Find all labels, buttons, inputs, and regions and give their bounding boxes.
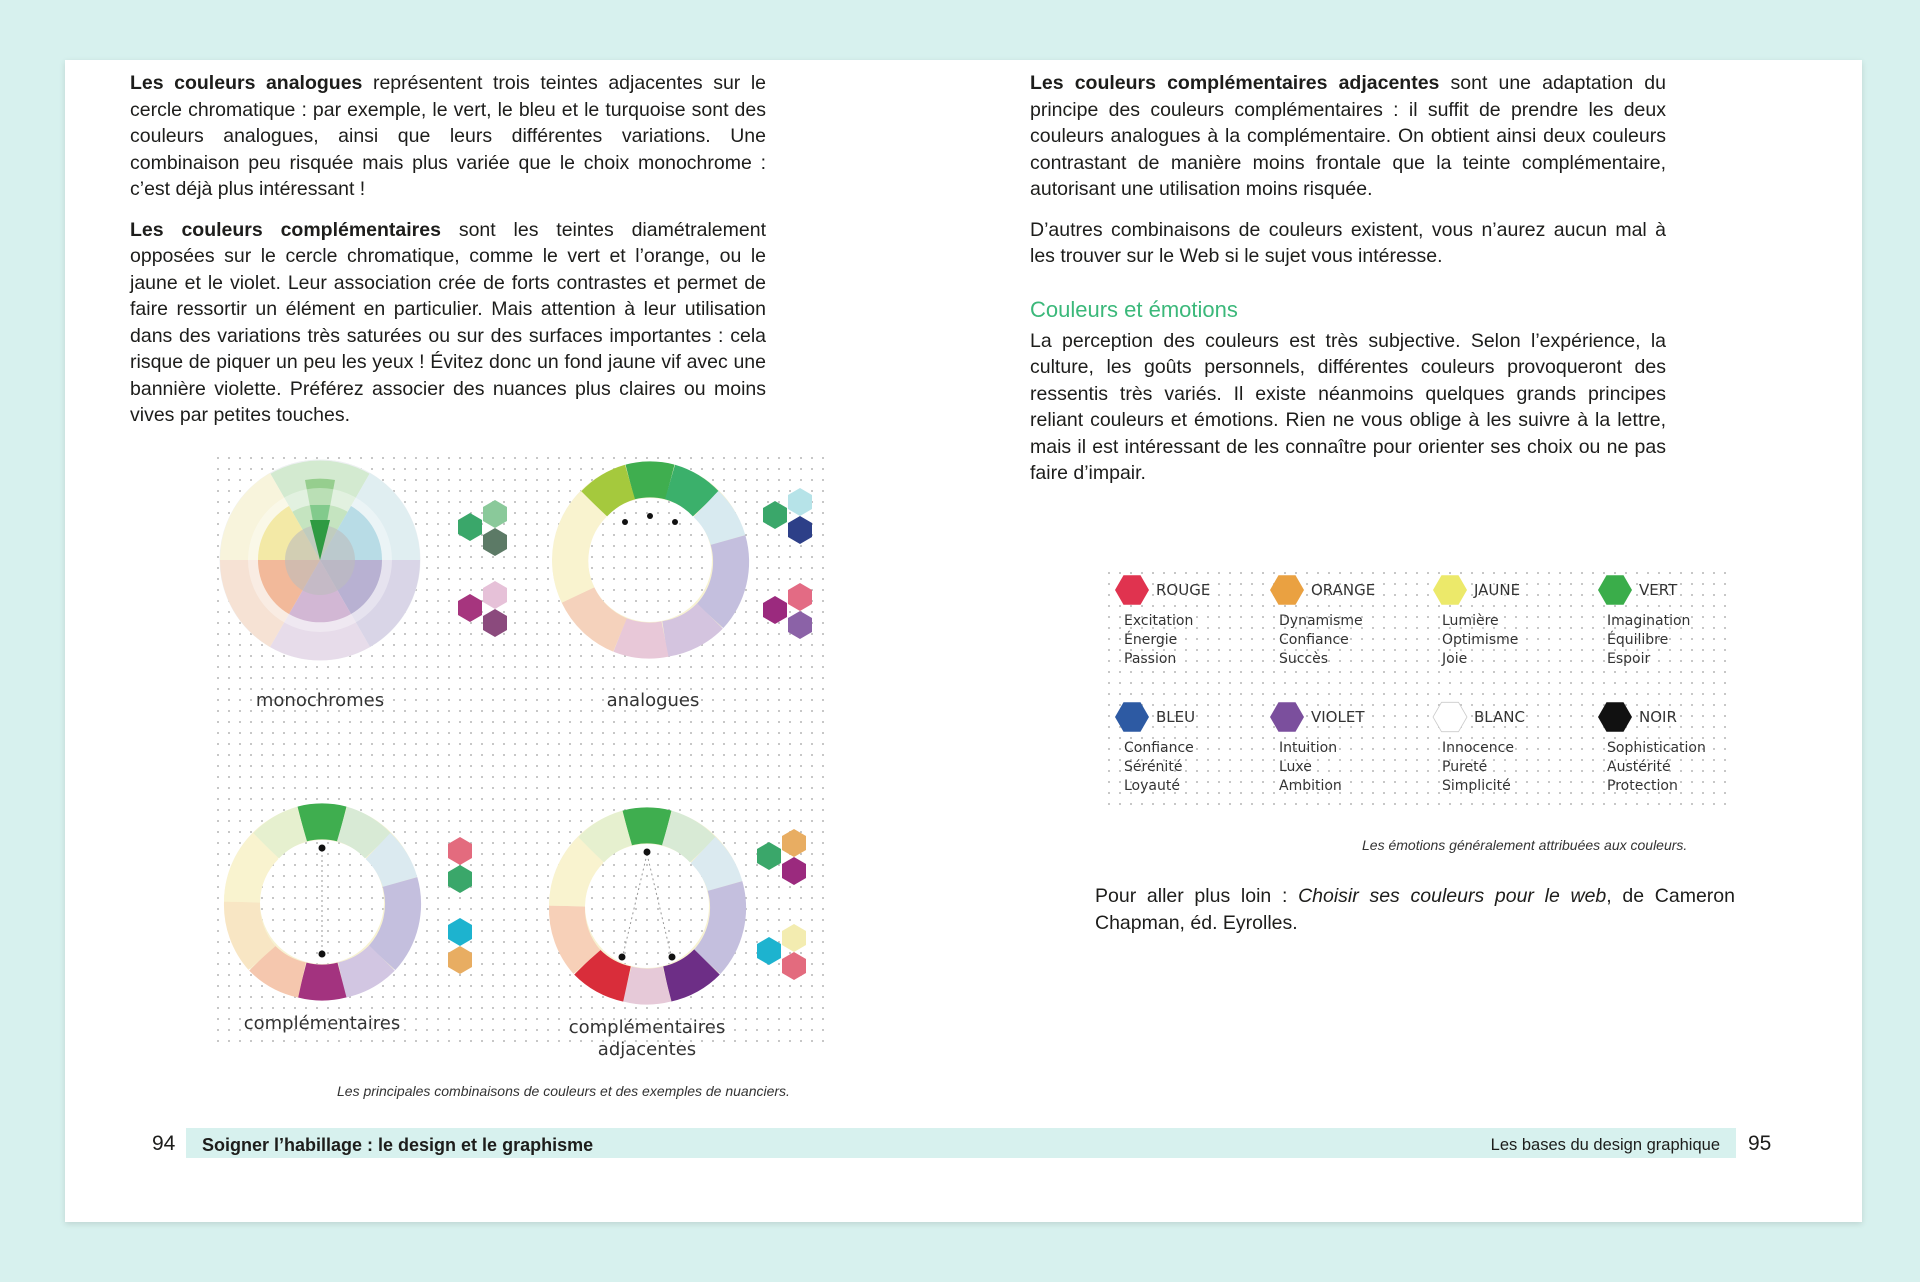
emotion-name: ORANGE xyxy=(1311,581,1376,599)
label-adjacentes-2: adjacentes xyxy=(597,1039,697,1060)
emotion-word: Intuition xyxy=(1279,740,1338,756)
paragraph-text: sont une adaptation du principe des couleurs complémentaires : il suffit de prendre les deux couleurs analogues à la complémentaire. On obtient ainsi deux couleurs contrastant de manière moins frontale que la teinte complémentaire, autorisant une utilisation moins risquée. xyxy=(1030,72,1666,200)
emotion-word: Pureté xyxy=(1442,759,1488,775)
emotion-name: JAUNE xyxy=(1474,581,1521,599)
emotion-word: Protection xyxy=(1607,778,1678,794)
paragraph-analogues xyxy=(130,70,766,203)
emotion-word: Équilibre xyxy=(1607,632,1669,648)
label-adjacentes-1: complémentaires xyxy=(568,1017,726,1038)
footer-title-right: Les bases du design graphique xyxy=(1490,1136,1720,1154)
left-page-text xyxy=(130,70,766,443)
emotion-word: Innocence xyxy=(1442,740,1514,756)
paragraph-text: représentent trois teintes adjacentes sur le cercle chromatique : par exemple, le vert, le bleu et le turquoise sont des couleurs analogues, ainsi que leurs différentes variations. Une combinaison peu risquée mais plus variée que le choix monochrome : c’est déjà plus intéressant ! xyxy=(130,72,767,200)
page-number-left: 94 xyxy=(152,1132,176,1155)
emotion-word: Énergie xyxy=(1124,632,1178,648)
color-combinations-figure xyxy=(150,390,830,1070)
paragraph-adjacentes xyxy=(1030,70,1666,203)
paragraph-autres: D’autres combinaisons de couleurs existent, vous n’aurez aucun mal à les trouver sur le Web si le sujet vous intéresse. xyxy=(1030,218,1666,267)
emotion-word: Dynamisme xyxy=(1279,613,1363,629)
emotion-name: NOIR xyxy=(1639,708,1677,726)
emotion-word: Ambition xyxy=(1279,778,1342,794)
emotion-word: Confiance xyxy=(1279,632,1349,648)
label-complementaires: complémentaires xyxy=(243,1013,401,1034)
section-heading: Couleurs et émotions xyxy=(1030,296,1238,322)
emotion-word: Confiance xyxy=(1124,740,1194,756)
further-reading xyxy=(1095,883,1735,936)
emotion-word: Passion xyxy=(1124,651,1177,667)
footer-title-left: Soigner l’habillage : le design et le graphisme xyxy=(202,1135,594,1155)
paragraph-perception: La perception des couleurs est très subjective. Selon l’expérience, la culture, les goûts personnels, différentes couleurs provoqueront des ressentis très variés. Il existe néanmoins quelques grands principes reliant couleurs et émotions. Rien ne vous oblige à les suivre à la lettre, mais il est intéressant de les connaître pour orienter ses choix ou ne pas faire d’impair. xyxy=(1030,329,1666,484)
term-analogues: Les couleurs analogues xyxy=(130,72,363,94)
paragraph-text: sont les teintes diamétralement opposées sur le cercle chromatique, comme le vert et l’orange, ou le jaune et le violet. Leur association crée de forts contrastes et permet de faire ressortir un élément en particulier. Mais attention à leur utilisation dans des variations très saturées ou sur des surfaces importantes : cela risque de piquer un peu les yeux ! Évitez donc un fond jaune vif avec une bannière violette. Préférez associer des nuances plus claires ou moins vives par petites touches. xyxy=(130,218,766,426)
emotion-word: Luxe xyxy=(1279,759,1312,775)
page-number-right: 95 xyxy=(1748,1132,1772,1155)
emotion-word: Optimisme xyxy=(1442,632,1519,648)
term-adjacentes: Les couleurs complémentaires adjacentes xyxy=(1030,72,1440,94)
emotion-word: Loyauté xyxy=(1124,778,1180,794)
term-complementaires: Les couleurs complémentaires xyxy=(130,218,441,241)
emotion-word: Simplicité xyxy=(1442,778,1511,794)
emotion-word: Succès xyxy=(1279,651,1329,667)
emotion-word: Lumière xyxy=(1442,613,1499,629)
emotion-word: Sophistication xyxy=(1607,740,1706,756)
left-figure-caption: Les principales combinaisons de couleurs et des exemples de nuanciers. xyxy=(337,1083,790,1099)
emotion-word: Imagination xyxy=(1607,613,1691,629)
emotion-word: Espoir xyxy=(1607,651,1651,667)
label-monochromes: monochromes xyxy=(255,690,385,711)
emotion-word: Excitation xyxy=(1124,613,1194,629)
emotion-name: VIOLET xyxy=(1311,708,1365,726)
right-page-text xyxy=(1030,70,1666,501)
further-prefix: Pour aller plus loin : xyxy=(1095,885,1299,907)
emotion-name: BLEU xyxy=(1156,708,1196,726)
emotion-word: Austérité xyxy=(1607,759,1671,775)
emotion-name: ROUGE xyxy=(1156,581,1211,599)
emotion-name: BLANC xyxy=(1474,708,1525,726)
emotions-table xyxy=(1030,505,1730,865)
emotion-name: VERT xyxy=(1639,581,1678,599)
label-analogues: analogues xyxy=(606,690,700,711)
emotion-word: Sérénité xyxy=(1124,759,1183,775)
emotions-caption: Les émotions généralement attribuées aux couleurs. xyxy=(1362,837,1688,853)
further-title: Choisir ses couleurs pour le web xyxy=(1298,885,1607,907)
emotion-word: Joie xyxy=(1442,651,1468,667)
further-suffix: , de Cameron Chapman, éd. Eyrolles. xyxy=(1095,885,1735,934)
